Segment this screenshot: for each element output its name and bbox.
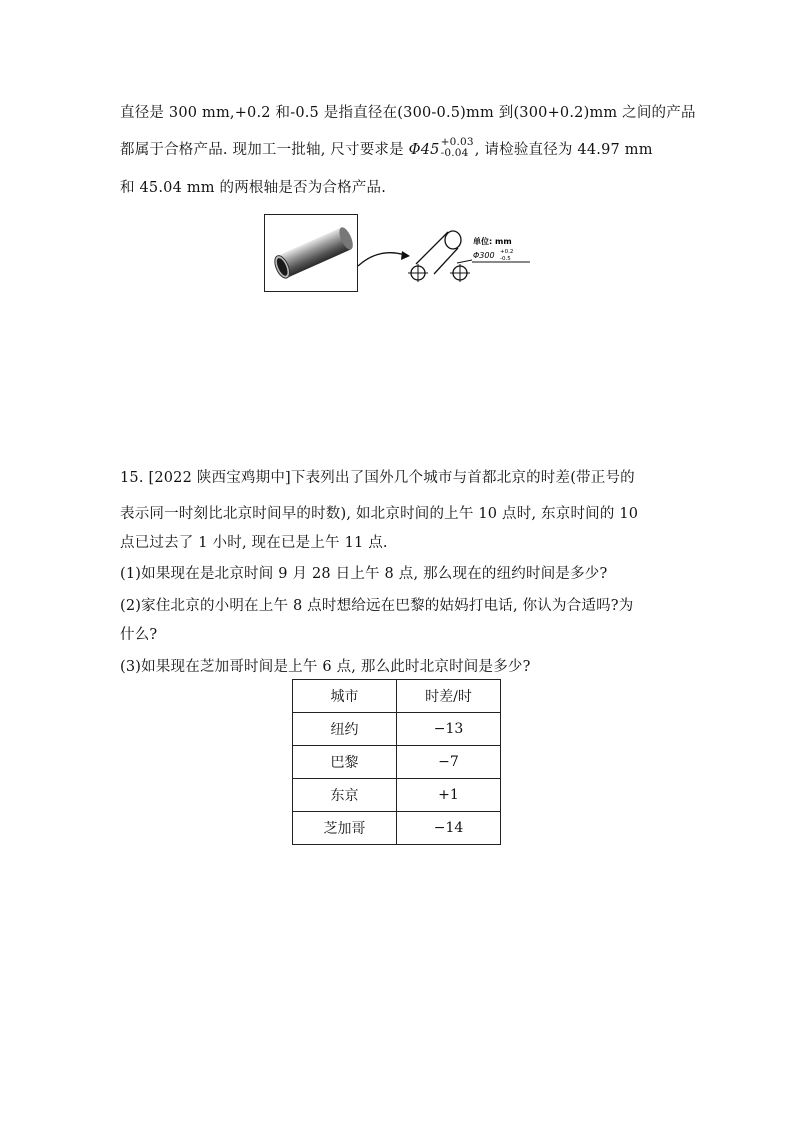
q14-line-1: 直径是 300 mm,+0.2 和-0.5 是指直径在(300-0.5)mm 到(300+0.2)mm 之间的产品 bbox=[120, 105, 696, 121]
figure-tol-upper: +0.2 bbox=[500, 249, 514, 255]
phi-symbol: Φ45 bbox=[408, 142, 440, 158]
q14-line-2-text: 都属于合格产品. 现加工一批轴, 尺寸要求是 bbox=[120, 142, 409, 158]
time-difference-table bbox=[292, 679, 501, 845]
q14-line-2 bbox=[120, 138, 653, 161]
city-cell: 巴黎 bbox=[293, 746, 397, 779]
header-city: 城市 bbox=[293, 680, 397, 713]
table-row bbox=[293, 746, 501, 779]
diff-cell: +1 bbox=[397, 779, 501, 812]
pipe-photo bbox=[264, 214, 358, 292]
tolerance-lower: -0.04 bbox=[440, 147, 469, 159]
diff-cell: −13 bbox=[397, 713, 501, 746]
city-cell: 东京 bbox=[293, 779, 397, 812]
q15-sub-3: (3)如果现在芝加哥时间是上午 6 点, 那么此时北京时间是多少? bbox=[120, 659, 531, 675]
q14-line-3: 和 45.04 mm 的两根轴是否为合格产品. bbox=[120, 180, 387, 196]
q15-sub-2-cont: 什么? bbox=[120, 627, 158, 643]
diff-cell: −7 bbox=[397, 746, 501, 779]
city-cell: 芝加哥 bbox=[293, 812, 397, 845]
q15-sub-1: (1)如果现在是北京时间 9 月 28 日上午 8 点, 那么现在的纽约时间是多少? bbox=[120, 566, 608, 582]
table-header-row bbox=[293, 680, 501, 713]
q14-line-2-tail: , 请检验直径为 44.97 mm bbox=[474, 142, 653, 158]
figure-phi: Φ300 bbox=[473, 251, 495, 260]
tolerance bbox=[441, 137, 474, 159]
table-row bbox=[293, 713, 501, 746]
unit-label: 单位: mm bbox=[473, 237, 512, 246]
q15-line-3: 点已过去了 1 小时, 现在已是上午 11 点. bbox=[120, 535, 388, 551]
table-row bbox=[293, 812, 501, 845]
header-diff: 时差/时 bbox=[397, 680, 501, 713]
q15-line-1: 15. [2022 陕西宝鸡期中]下表列出了国外几个城市与首都北京的时差(带正号的 bbox=[120, 470, 635, 486]
diff-cell: −14 bbox=[397, 812, 501, 845]
table-row bbox=[293, 779, 501, 812]
q15-sub-2: (2)家住北京的小明在上午 8 点时想给远在巴黎的姑妈打电话, 你认为合适吗?为 bbox=[120, 598, 634, 614]
shaft-diagram bbox=[352, 216, 542, 294]
figure-tol-lower: -0.5 bbox=[500, 256, 511, 262]
q15-line-2: 表示同一时刻比北京时间早的时数), 如北京时间的上午 10 点时, 东京时间的 10 bbox=[120, 506, 639, 522]
tolerance-upper: +0.03 bbox=[440, 136, 474, 148]
city-cell: 纽约 bbox=[293, 713, 397, 746]
